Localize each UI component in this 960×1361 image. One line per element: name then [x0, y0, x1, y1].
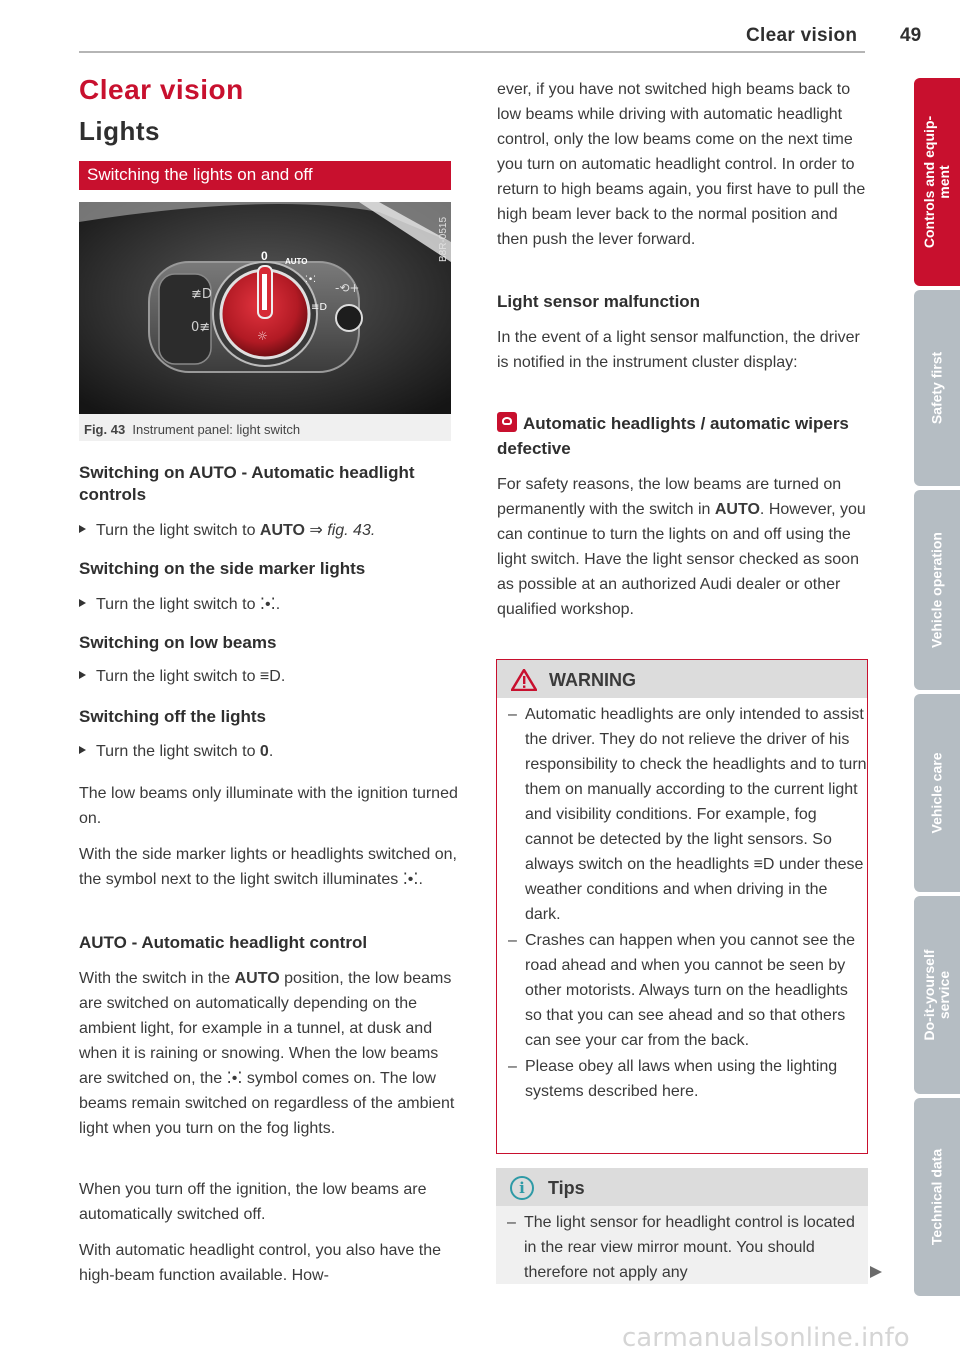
step-arrow-icon — [79, 746, 86, 754]
subheading-low-beams: Switching on low beams — [79, 633, 277, 652]
side-tab-vehicle-operation[interactable]: Vehicle operation — [914, 490, 960, 690]
paragraph-high-beam-cont: ever, if you have not switched high beams back to low beams while driving with automatic headlight control, only the low beams come on the next time you turn on automatic headlight control. In order to return to high beams again, you first have to pull the high beam lever back to the normal position and then push the lever forward. — [497, 81, 866, 248]
headlight-range-icon: -⟲+ — [335, 281, 360, 295]
paragraph-symbol: With the side marker lights or headlights switched on, the symbol next to the light switch illuminates ⁚•⁚. — [79, 846, 457, 888]
tips-list — [496, 1210, 866, 1285]
continue-arrow-icon — [870, 1266, 882, 1278]
headlight-warning-icon — [497, 412, 517, 432]
figure-code: B8R-0515 — [438, 216, 449, 262]
subheading-lights-off: Switching off the lights — [79, 707, 266, 726]
fog-front-icon: ≢D — [191, 287, 212, 302]
warning-triangle-icon — [511, 669, 537, 691]
step-arrow-icon — [79, 599, 86, 607]
warning-item: – Automatic headlights are only intended to assist the driver. They do not relieve the driver of his responsibility to check the headlights and to turn them on manually according to the current light and visibility conditions. For example, fog cannot be detected by the light sensors. So always switch on the headlights ≡D under these weather conditions and when driving in the dark. — [508, 706, 867, 923]
info-icon: i — [510, 1176, 534, 1200]
side-tab-technical-data[interactable]: Technical data — [914, 1098, 960, 1296]
side-tab-vehicle-care[interactable]: Vehicle care — [914, 694, 960, 892]
dial-label-off: 0 — [261, 249, 268, 263]
light-switch-illustration — [79, 202, 451, 414]
figure-caption-text: Instrument panel: light switch — [132, 422, 301, 437]
section-title: Lights — [79, 116, 160, 146]
section-banner — [79, 161, 451, 190]
step-lights-off: Turn the light switch to 0. — [79, 743, 273, 761]
step-low-beams: Turn the light switch to ≡D. — [79, 668, 285, 686]
tips-box — [496, 1168, 868, 1284]
paragraph-ignition: The low beams only illuminate with the ignition turned on. — [79, 785, 458, 827]
warning-list — [497, 702, 867, 1104]
subheading-auto: Switching on AUTO - Automatic headlight controls — [79, 463, 415, 504]
side-tab-safety[interactable]: Safety first — [914, 290, 960, 486]
figure-link[interactable]: ⇒ fig. 43. — [304, 522, 376, 539]
fog-rear-icon: 0≢ — [191, 320, 211, 335]
dial-label-side: ⁚•⁚ — [305, 275, 317, 285]
paragraph-high-beam: With automatic headlight control, you also have the high-beam function available. How- — [79, 1242, 441, 1284]
chapter-title: Clear vision — [79, 74, 244, 105]
dial-label-auto: AUTO — [285, 257, 308, 266]
subheading-side-marker: Switching on the side marker lights — [79, 559, 366, 578]
subheading-auto-control: AUTO - Automatic headlight control — [79, 933, 368, 952]
side-tab-do-it-yourself[interactable]: Do-it-yourself service — [914, 896, 960, 1094]
footer-watermark: carmanualsonline.info — [622, 1323, 910, 1353]
header-rule — [79, 51, 865, 53]
figure-caption-label: Fig. 43 — [84, 422, 126, 437]
warning-title: WARNING — [549, 670, 636, 690]
warning-item: – Crashes can happen when you cannot see the road ahead and when you cannot be seen by other motorists. Always turn on the headlights so that you can see ahead and so that others can see your car from the back. — [508, 932, 856, 1049]
paragraph-sensor: In the event of a light sensor malfunction, the driver is notified in the instrument cluster display: — [497, 329, 860, 371]
step-arrow-icon — [79, 671, 86, 679]
tips-header — [496, 1168, 868, 1206]
tip-item: – The light sensor for headlight control is located in the rear view mirror mount. You should therefore not apply any — [507, 1214, 855, 1281]
step-side-marker: Turn the light switch to ⁚•⁚. — [79, 594, 280, 614]
paragraph-safety-reasons: For safety reasons, the low beams are turned on permanently with the switch in AUTO. However, you can continue to turn the lights on and off using the light switch. Have the light sensor checked as soon as possible at an authorized Audi dealer or other qualified workshop. — [497, 476, 866, 618]
tips-title: Tips — [548, 1178, 585, 1198]
figure-caption — [84, 422, 300, 437]
banner-title: Switching the lights on and off — [87, 165, 313, 184]
side-tab-controls[interactable]: Controls and equip- ment — [914, 78, 960, 286]
light-switch-figure — [79, 202, 451, 414]
message-automatic-defective: Automatic headlights / automatic wipers defective — [497, 414, 849, 458]
step-auto: Turn the light switch to AUTO ⇒ fig. 43. — [79, 520, 375, 540]
warning-item: – Please obey all laws when using the lighting systems described here. — [508, 1058, 838, 1100]
warning-header — [497, 660, 867, 698]
knob-sun-icon: ☼ — [257, 329, 268, 343]
running-title: Clear vision — [746, 25, 858, 46]
subheading-sensor-malfunction: Light sensor malfunction — [497, 292, 701, 311]
headlight-range-knob — [336, 305, 362, 331]
step-arrow-icon — [79, 525, 86, 533]
warning-box — [496, 659, 868, 1154]
paragraph-ignition-off: When you turn off the ignition, the low beams are automatically switched off. — [79, 1181, 427, 1223]
page-number: 49 — [900, 25, 922, 46]
dial-label-low: ≡D — [311, 302, 328, 313]
paragraph-auto-control: With the switch in the AUTO position, the low beams are switched on automatically depending on the ambient light, for example in a tunnel, at dusk and when it is raining or snowing. When the low beams are switched on, the ⁚•⁚ symbol comes on. The low beams remain switched on regardless of the ambient light when you turn on the fog lights. — [79, 970, 455, 1137]
